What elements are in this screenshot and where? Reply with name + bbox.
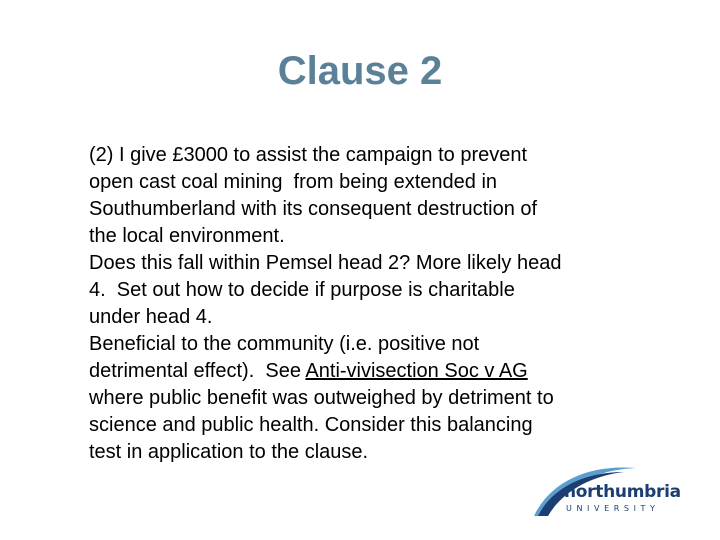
body-line: the local environment. <box>89 225 285 247</box>
body-line-with-case <box>89 358 689 385</box>
logo-wordmark: northumbria <box>564 482 681 502</box>
body-line: 4. Set out how to decide if purpose is charitable <box>89 279 515 301</box>
body-line: test in application to the clause. <box>89 441 369 463</box>
northumbria-logo <box>528 460 681 520</box>
body-line: Beneficial to the community (i.e. positive not <box>89 333 480 355</box>
body-line: science and public health. Consider this balancing <box>89 414 533 436</box>
case-name: Anti-vivisection Soc v AG <box>305 360 528 382</box>
body-line: where public benefit was outweighed by detriment to <box>89 387 554 409</box>
body-line: Southumberland with its consequent destruction of <box>89 198 538 220</box>
body-line-prefix: detrimental effect). See <box>89 360 306 382</box>
body-line: (2) I give £3000 to assist the campaign to prevent <box>89 144 528 166</box>
body-line: under head 4. <box>89 306 213 328</box>
body-line: Does this fall within Pemsel head 2? More likely head <box>89 252 562 274</box>
slide-body <box>89 142 689 466</box>
slide-title: Clause 2 <box>277 49 443 93</box>
logo-subtitle: UNIVERSITY <box>566 504 660 513</box>
body-line: open cast coal mining from being extended in <box>89 171 498 193</box>
